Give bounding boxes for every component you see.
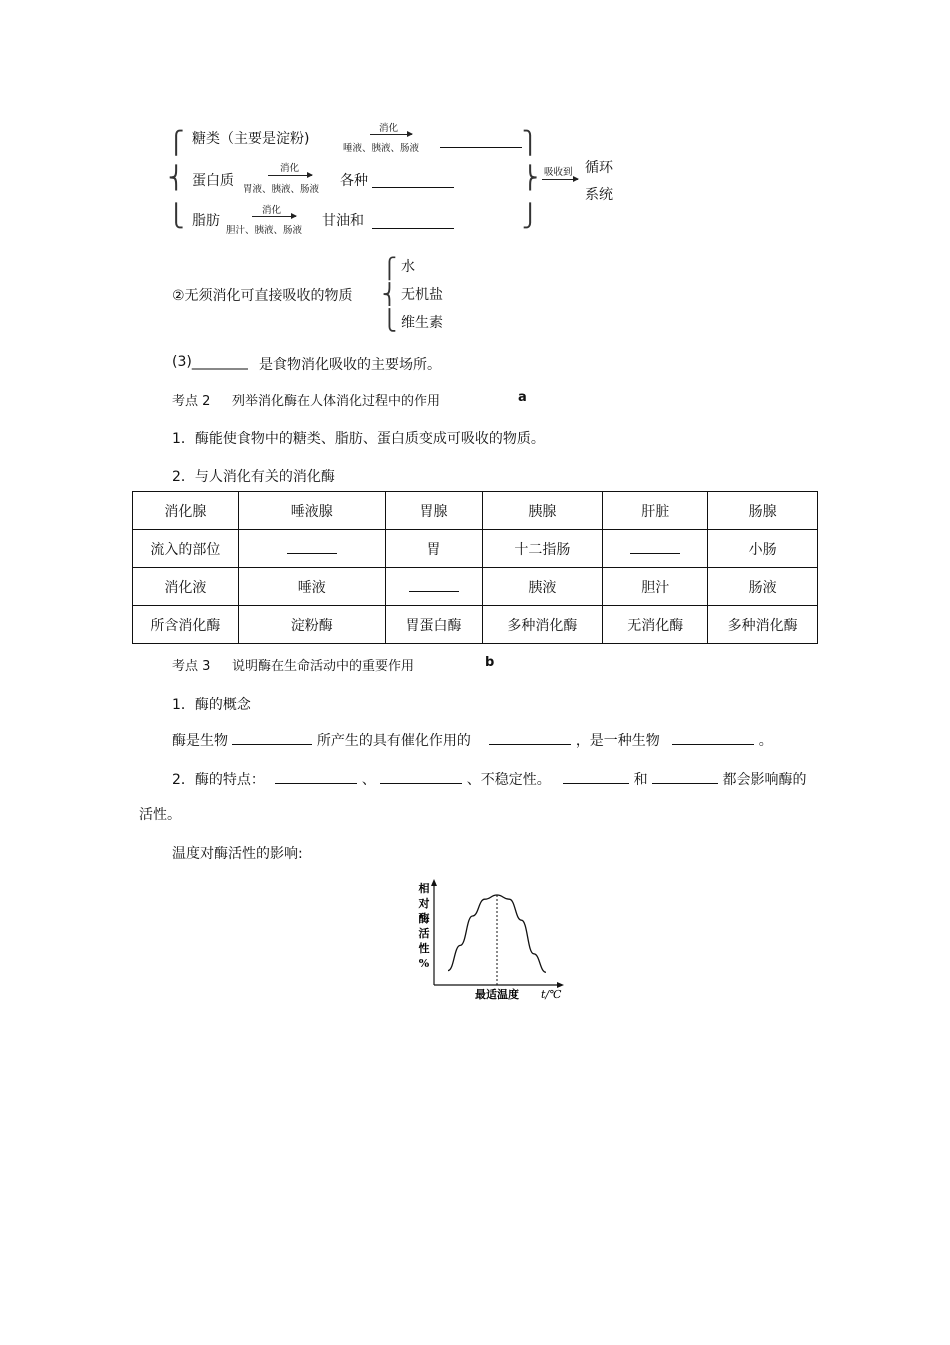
- table-cell: 胰液: [482, 568, 603, 606]
- feat-blank1: [275, 769, 357, 784]
- def-blank3: [672, 730, 754, 745]
- table-row: [133, 568, 818, 606]
- right-brace-top: ⎫: [522, 131, 539, 156]
- table-cell: 流入的部位: [133, 530, 239, 568]
- x-axis-label: t/℃: [541, 988, 562, 1001]
- y-axis-label-char: 对: [418, 897, 430, 910]
- direct-item-salt: 无机盐: [401, 287, 443, 303]
- y-axis-label: [418, 881, 430, 970]
- feat-part6: 活性。: [139, 807, 181, 823]
- protein-arrow: [268, 175, 312, 176]
- table-cell-blank: [238, 530, 385, 568]
- temp-title: 温度对酶活性的影响:: [172, 846, 303, 862]
- temperature-activity-chart: [410, 875, 570, 1005]
- kp3-desc: 说明酶在生命活动中的重要作用: [232, 659, 415, 674]
- fat-label: 脂肪: [192, 213, 220, 229]
- table-row: [133, 530, 818, 568]
- def-part1: 酶是生物: [172, 733, 228, 749]
- fat-blank: [372, 214, 454, 229]
- table-cell: 小肠: [708, 530, 818, 568]
- optimum-temperature-label: 最适温度: [475, 988, 519, 1001]
- def-part2: 所产生的具有催化作用的: [316, 733, 471, 749]
- sugar-label: 糖类（主要是淀粉): [192, 131, 310, 147]
- left-brace-top: ⎧: [168, 131, 185, 156]
- kp3-item1: 1．酶的概念: [172, 697, 251, 713]
- table-cell: 胆汁: [603, 568, 708, 606]
- protein-arrow-top: 消化: [280, 163, 300, 174]
- enzyme-features: [172, 769, 807, 789]
- y-axis-label-char: 相: [418, 882, 430, 895]
- feat-part4: 和: [633, 772, 648, 788]
- table-cell: 十二指肠: [482, 530, 603, 568]
- table-cell: 胃蛋白酶: [385, 606, 482, 644]
- sugar-arrow-top: 消化: [379, 123, 399, 134]
- direct-brace-mid: ⎨: [382, 282, 397, 306]
- table-cell: 胃: [385, 530, 482, 568]
- sugar-arrow: [370, 134, 412, 135]
- direct-item-water: 水: [401, 259, 415, 275]
- fill-blank: [287, 539, 337, 554]
- absorb-label: 吸收到: [544, 167, 573, 178]
- table-cell: 所含消化酶: [133, 606, 239, 644]
- left-brace-mid: ⎨: [168, 166, 185, 191]
- table-cell: 胃腺: [385, 492, 482, 530]
- def-blank1: [232, 730, 312, 745]
- feat-part3: 、不稳定性。: [466, 772, 551, 788]
- protein-arrow-bottom: 胃液、胰液、肠液: [243, 184, 320, 195]
- direct-brace-top: ⎧: [382, 256, 397, 280]
- table-cell: 唾液腺: [238, 492, 385, 530]
- direct-item-vitamin: 维生素: [401, 315, 443, 331]
- def-part3: ，是一种生物: [575, 733, 660, 749]
- table-cell: 胰腺: [482, 492, 603, 530]
- fill-blank: [409, 577, 459, 592]
- direct-brace-bottom: ⎩: [382, 308, 397, 332]
- fat-arrow-bottom: 胆汁、胰液、肠液: [226, 225, 303, 236]
- def-part4: 。: [758, 733, 773, 749]
- kp3-title: 考点 3: [172, 659, 211, 674]
- sugar-blank: [440, 133, 522, 148]
- enzyme-definition: [172, 730, 773, 750]
- line3-prefix: (3)________: [172, 354, 248, 370]
- table-cell-blank: [385, 568, 482, 606]
- feat-part1: 2．酶的特点：: [172, 772, 265, 788]
- table-cell: 淀粉酶: [238, 606, 385, 644]
- table-cell: 无消化酶: [603, 606, 708, 644]
- y-axis-arrow: [431, 879, 437, 886]
- feat-part5: 都会影响酶的: [722, 772, 807, 788]
- kp2-title: 考点 2: [172, 394, 211, 409]
- protein-blank: [372, 173, 454, 188]
- fat-arrow: [252, 216, 296, 217]
- table-row: [133, 606, 818, 644]
- feat-blank4: [652, 769, 718, 784]
- direct-label: ②无须消化可直接吸收的物质: [172, 288, 353, 304]
- feat-blank2: [380, 769, 462, 784]
- y-axis-label-char: 酶: [418, 912, 430, 925]
- protein-label: 蛋白质: [192, 173, 234, 189]
- right-brace-bottom: ⎭: [522, 204, 539, 229]
- table-cell: 肠液: [708, 568, 818, 606]
- fill-blank: [630, 539, 680, 554]
- table-cell: 肠腺: [708, 492, 818, 530]
- sugar-arrow-bottom: 唾液、胰液、肠液: [343, 143, 420, 154]
- table-cell: 肝脏: [603, 492, 708, 530]
- left-brace-bottom: ⎩: [168, 204, 185, 229]
- kp2-desc: 列举消化酶在人体消化过程中的作用: [232, 394, 441, 409]
- line3-text: 是食物消化吸收的主要场所。: [259, 357, 441, 373]
- table-cell: 唾液: [238, 568, 385, 606]
- y-axis-label-char: 活: [418, 927, 430, 940]
- right-brace-mid: ⎬: [522, 166, 539, 191]
- table-row: [133, 492, 818, 530]
- circulation-line1: 循环: [585, 160, 613, 176]
- table-cell: 消化腺: [133, 492, 239, 530]
- table-cell: 多种消化酶: [482, 606, 603, 644]
- y-axis-label-char: %: [418, 957, 430, 970]
- feat-blank3: [563, 769, 629, 784]
- circulation-line2: 系统: [585, 187, 613, 203]
- protein-result: 各种: [340, 173, 368, 189]
- table-cell: 消化液: [133, 568, 239, 606]
- table-cell: 多种消化酶: [708, 606, 818, 644]
- absorb-arrow: [542, 179, 578, 180]
- table-cell-blank: [603, 530, 708, 568]
- y-axis-label-char: 性: [418, 942, 430, 955]
- kp3-level: b: [485, 655, 495, 670]
- def-blank2: [489, 730, 571, 745]
- kp2-level: a: [518, 390, 527, 405]
- fat-arrow-top: 消化: [262, 205, 282, 216]
- kp2-item1: 1．酶能使食物中的糖类、脂肪、蛋白质变成可吸收的物质。: [172, 431, 545, 447]
- enzyme-table: [132, 491, 818, 644]
- fat-result: 甘油和: [322, 213, 364, 229]
- feat-part2: 、: [361, 772, 376, 788]
- kp2-item2: 2．与人消化有关的消化酶: [172, 469, 335, 485]
